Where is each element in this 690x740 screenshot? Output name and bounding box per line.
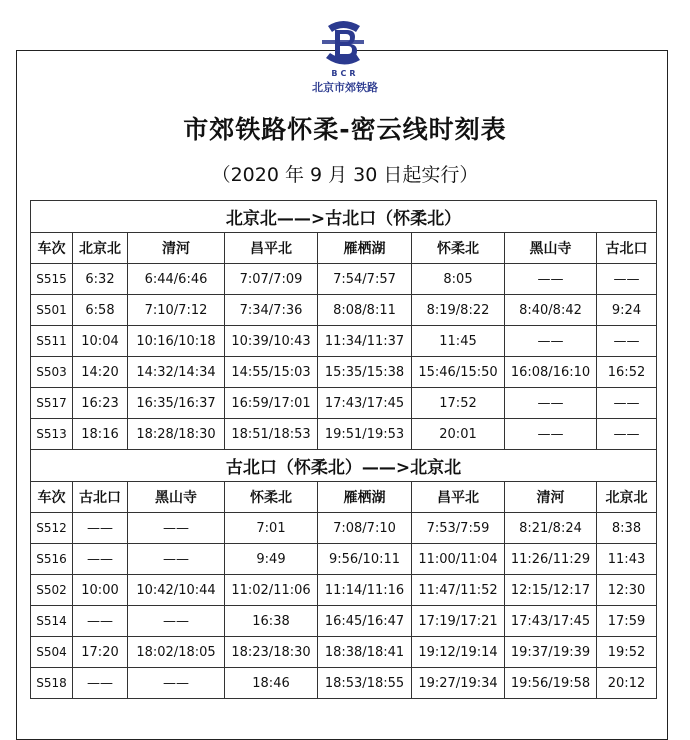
time-cell: 15:35/15:38 <box>318 357 412 388</box>
column-header-row <box>31 233 657 264</box>
time-cell: 14:32/14:34 <box>128 357 225 388</box>
station-header: 古北口 <box>73 482 128 513</box>
time-cell: 19:51/19:53 <box>318 419 412 450</box>
time-cell: 10:00 <box>73 575 128 606</box>
station-header: 黑山寺 <box>505 233 597 264</box>
time-cell: 17:52 <box>412 388 505 419</box>
time-cell: 19:37/19:39 <box>505 637 597 668</box>
time-cell: 19:27/19:34 <box>412 668 505 699</box>
time-cell: 16:08/16:10 <box>505 357 597 388</box>
time-cell: 11:14/11:16 <box>318 575 412 606</box>
time-cell: —— <box>73 513 128 544</box>
table-row <box>31 575 657 606</box>
time-cell: 12:30 <box>597 575 657 606</box>
logo-letters: BCR <box>331 69 359 78</box>
logo-org-name: 北京市郊铁路 <box>312 81 378 94</box>
time-cell: 10:39/10:43 <box>225 326 318 357</box>
time-cell: 6:44/6:46 <box>128 264 225 295</box>
time-cell: —— <box>128 544 225 575</box>
time-cell: 12:15/12:17 <box>505 575 597 606</box>
table-row <box>31 326 657 357</box>
table-row <box>31 637 657 668</box>
train-number-cell: S515 <box>31 264 73 295</box>
train-number-cell: S504 <box>31 637 73 668</box>
time-cell: 17:43/17:45 <box>505 606 597 637</box>
time-cell: 7:01 <box>225 513 318 544</box>
table-row <box>31 264 657 295</box>
time-cell: 11:43 <box>597 544 657 575</box>
time-cell: —— <box>73 606 128 637</box>
table-row <box>31 544 657 575</box>
time-cell: 17:20 <box>73 637 128 668</box>
train-number-header: 车次 <box>31 233 73 264</box>
effective-date: （2020 年 9 月 30 日起实行） <box>211 164 479 186</box>
time-cell: 6:32 <box>73 264 128 295</box>
time-cell: 20:12 <box>597 668 657 699</box>
time-cell: —— <box>128 606 225 637</box>
station-header: 雁栖湖 <box>318 233 412 264</box>
station-header: 清河 <box>505 482 597 513</box>
time-cell: —— <box>597 326 657 357</box>
station-header: 黑山寺 <box>128 482 225 513</box>
time-cell: 8:38 <box>597 513 657 544</box>
station-header: 北京北 <box>597 482 657 513</box>
table-row <box>31 513 657 544</box>
time-cell: 19:52 <box>597 637 657 668</box>
time-cell: 8:05 <box>412 264 505 295</box>
time-cell: —— <box>505 326 597 357</box>
time-cell: 7:08/7:10 <box>318 513 412 544</box>
page-title: 市郊铁路怀柔-密云线时刻表 <box>183 115 507 144</box>
time-cell: 11:45 <box>412 326 505 357</box>
time-cell: 16:23 <box>73 388 128 419</box>
time-cell: 11:26/11:29 <box>505 544 597 575</box>
time-cell: 14:20 <box>73 357 128 388</box>
time-cell: 7:34/7:36 <box>225 295 318 326</box>
time-cell: 11:00/11:04 <box>412 544 505 575</box>
time-cell: —— <box>597 388 657 419</box>
train-number-cell: S514 <box>31 606 73 637</box>
time-cell: 8:08/8:11 <box>318 295 412 326</box>
time-cell: 7:53/7:59 <box>412 513 505 544</box>
time-cell: 17:59 <box>597 606 657 637</box>
table-row <box>31 606 657 637</box>
time-cell: 16:45/16:47 <box>318 606 412 637</box>
station-header: 清河 <box>128 233 225 264</box>
time-cell: 7:07/7:09 <box>225 264 318 295</box>
table-row <box>31 419 657 450</box>
column-header-row <box>31 482 657 513</box>
station-header: 北京北 <box>73 233 128 264</box>
time-cell: —— <box>128 668 225 699</box>
bcr-logo-icon <box>318 18 368 70</box>
time-cell: 10:04 <box>73 326 128 357</box>
time-cell: 8:40/8:42 <box>505 295 597 326</box>
timetable <box>30 200 657 699</box>
train-number-cell: S517 <box>31 388 73 419</box>
train-number-cell: S503 <box>31 357 73 388</box>
train-number-cell: S512 <box>31 513 73 544</box>
time-cell: 14:55/15:03 <box>225 357 318 388</box>
table-row <box>31 668 657 699</box>
time-cell: 18:28/18:30 <box>128 419 225 450</box>
time-cell: 10:16/10:18 <box>128 326 225 357</box>
station-header: 古北口 <box>597 233 657 264</box>
time-cell: 8:21/8:24 <box>505 513 597 544</box>
table-row <box>31 388 657 419</box>
time-cell: 10:42/10:44 <box>128 575 225 606</box>
train-number-cell: S511 <box>31 326 73 357</box>
time-cell: —— <box>128 513 225 544</box>
time-cell: 11:47/11:52 <box>412 575 505 606</box>
time-cell: 6:58 <box>73 295 128 326</box>
time-cell: 7:54/7:57 <box>318 264 412 295</box>
direction-heading: 北京北——>古北口（怀柔北） <box>31 201 657 233</box>
train-number-cell: S518 <box>31 668 73 699</box>
time-cell: 18:23/18:30 <box>225 637 318 668</box>
time-cell: 15:46/15:50 <box>412 357 505 388</box>
train-number-cell: S502 <box>31 575 73 606</box>
time-cell: 8:19/8:22 <box>412 295 505 326</box>
time-cell: 17:43/17:45 <box>318 388 412 419</box>
table-row <box>31 295 657 326</box>
time-cell: —— <box>597 419 657 450</box>
time-cell: —— <box>505 419 597 450</box>
time-cell: —— <box>73 668 128 699</box>
train-number-header: 车次 <box>31 482 73 513</box>
time-cell: —— <box>505 388 597 419</box>
direction-heading-row <box>31 450 657 482</box>
time-cell: 18:51/18:53 <box>225 419 318 450</box>
time-cell: 11:34/11:37 <box>318 326 412 357</box>
direction-heading: 古北口（怀柔北）——>北京北 <box>31 450 657 482</box>
table-row <box>31 357 657 388</box>
time-cell: 18:16 <box>73 419 128 450</box>
time-cell: —— <box>73 544 128 575</box>
time-cell: 19:12/19:14 <box>412 637 505 668</box>
time-cell: 19:56/19:58 <box>505 668 597 699</box>
direction-heading-row <box>31 201 657 233</box>
train-number-cell: S513 <box>31 419 73 450</box>
train-number-cell: S516 <box>31 544 73 575</box>
time-cell: 16:59/17:01 <box>225 388 318 419</box>
time-cell: 20:01 <box>412 419 505 450</box>
station-header: 雁栖湖 <box>318 482 412 513</box>
station-header: 昌平北 <box>225 233 318 264</box>
time-cell: 18:46 <box>225 668 318 699</box>
time-cell: 9:24 <box>597 295 657 326</box>
time-cell: 16:35/16:37 <box>128 388 225 419</box>
time-cell: 18:53/18:55 <box>318 668 412 699</box>
station-header: 昌平北 <box>412 482 505 513</box>
time-cell: 17:19/17:21 <box>412 606 505 637</box>
time-cell: 9:49 <box>225 544 318 575</box>
station-header: 怀柔北 <box>225 482 318 513</box>
station-header: 怀柔北 <box>412 233 505 264</box>
time-cell: 18:02/18:05 <box>128 637 225 668</box>
time-cell: 18:38/18:41 <box>318 637 412 668</box>
time-cell: 16:52 <box>597 357 657 388</box>
time-cell: 9:56/10:11 <box>318 544 412 575</box>
time-cell: —— <box>597 264 657 295</box>
train-number-cell: S501 <box>31 295 73 326</box>
time-cell: 16:38 <box>225 606 318 637</box>
time-cell: 11:02/11:06 <box>225 575 318 606</box>
time-cell: —— <box>505 264 597 295</box>
time-cell: 7:10/7:12 <box>128 295 225 326</box>
